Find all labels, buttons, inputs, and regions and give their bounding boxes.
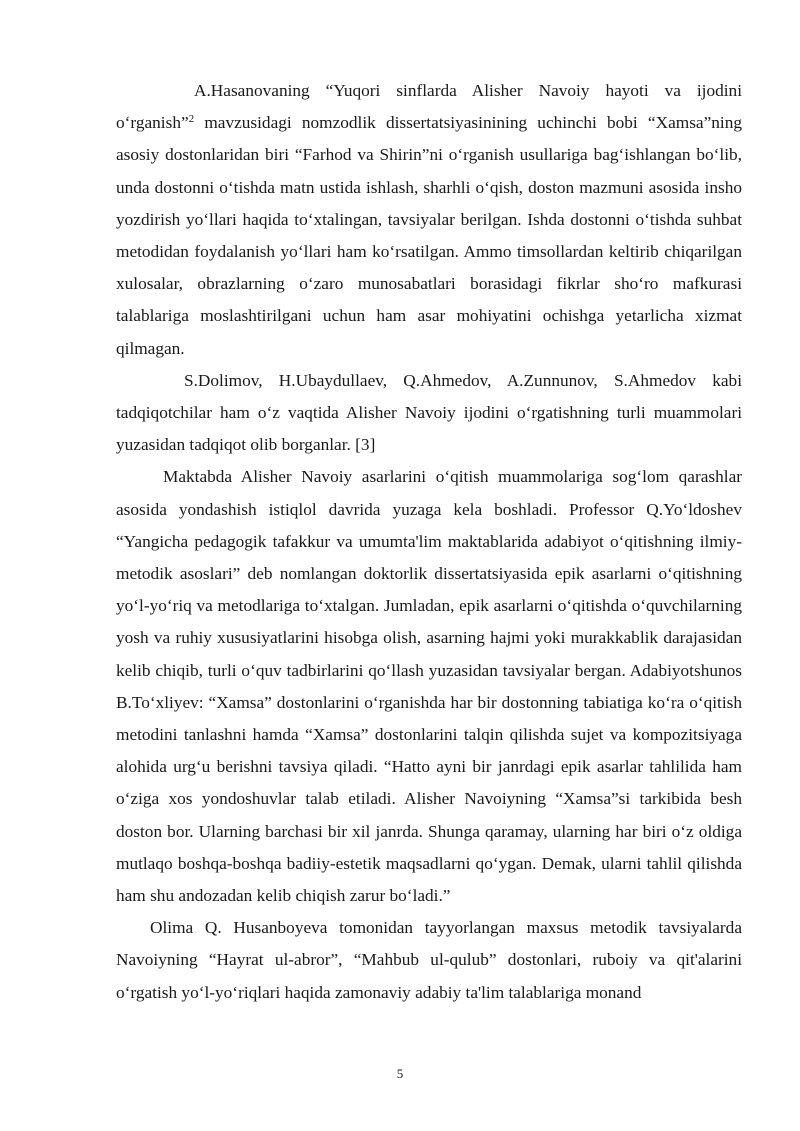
paragraph-1	[116, 75, 742, 365]
paragraph-3: Maktabda Alisher Navoiy asarlarini o‘qitish muammolariga sog‘lom qarashlar asosida yondashish istiqlol davrida yuzaga kela boshladi. Professor Q.Yo‘ldoshev “Yangicha pedagogik tafakkur va umumta'lim maktablarida adabiyot o‘qitishning ilmiy-metodik asoslari” deb nomlangan doktorlik dissertatsiyasida epik asarlarni o‘qitishning yo‘l-yo‘riq va metodlariga to‘xtalgan. Jumladan, epik asarlarni o‘qitishda o‘quvchilarning yosh va ruhiy xususiyatlarini hisobga olish, asarning hajmi yoki murakkablik darajasidan kelib chiqib, turli o‘quv tadbirlarini qo‘llash yuzasidan tavsiyalar bergan. Adabiyotshunos B.To‘xliyev: “Xamsa” dostonlarini o‘rganishda har bir dostonning tabiatiga ko‘ra o‘qitish metodini tanlashni hamda “Xamsa” dostonlarini talqin qilishda sujet va kompozitsiyaga alohida urg‘u berishni tavsiya qiladi. “Hatto ayni bir janrdagi epik asarlar tahlilida ham o‘ziga xos yondoshuvlar talab etiladi. Alisher Navoiyning “Xamsa”si tarkibida besh doston bor. Ularning barchasi bir xil janrda. Shunga qaramay, ularning har biri o‘z oldiga mutlaqo boshqa-boshqa badiiy-estetik maqsadlarni qo‘ygan. Demak, ularni tahlil qilishda ham shu andozadan kelib chiqish zarur bo‘ladi.”	[116, 467, 742, 906]
paragraph-1-text-start: A.Hasanovaning “Yuqori sinflarda Alisher Navoiy hayoti va ijodini o‘rganish”	[116, 81, 742, 133]
paragraph-4: Olima Q. Husanboyeva tomonidan tayyorlangan maxsus metodik tavsiyalarda Navoiyning “Hayrat ul-abror”, “Mahbub ul-qulub” dostonlari, ruboiy va qit'alarini o‘rgatish yo‘l-yo‘riqlari haqida zamonaviy adabiy ta'lim talablariga monand	[116, 918, 742, 1002]
page-number: 5	[396, 1066, 404, 1081]
paragraph-2: S.Dolimov, H.Ubaydullaev, Q.Ahmedov, A.Zunnunov, S.Ahmedov kabi tadqiqotchilar ham o‘z vaqtida Alisher Navoiy ijodini o‘rgatishning turli muammolari yuzasidan tadqiqot olib borganlar. [3]	[116, 370, 742, 455]
paragraph-1-text-end: mavzusidagi nomzodlik dissertatsiyasinining uchinchi bobi “Xamsa”ning asosiy dostonlaridan biri “Farhod va Shirin”ni o‘rganish usullariga bag‘ishlangan bo‘lib, unda dostonni o‘tishda matn ustida ishlash, sharhli o‘qish, doston mazmuni asosida insho yozdirish yo‘llari haqida to‘xtalingan, tavsiyalar berilgan. Ishda dostonni o‘tishda suhbat metodidan foydalanish yo‘llari ham ko‘rsatilgan. Ammo timsollardan keltirib chiqarilgan xulosalar, obrazlarning o‘zaro munosabatlari borasidagi fikrlar sho‘ro mafkurasi talablariga moslashtirilgani uchun ham asar mohiyatini ochishga yetarlicha xizmat qilmagan.	[116, 113, 742, 358]
body-text	[116, 75, 742, 1009]
footnote-marker[interactable]: 2	[188, 113, 195, 126]
